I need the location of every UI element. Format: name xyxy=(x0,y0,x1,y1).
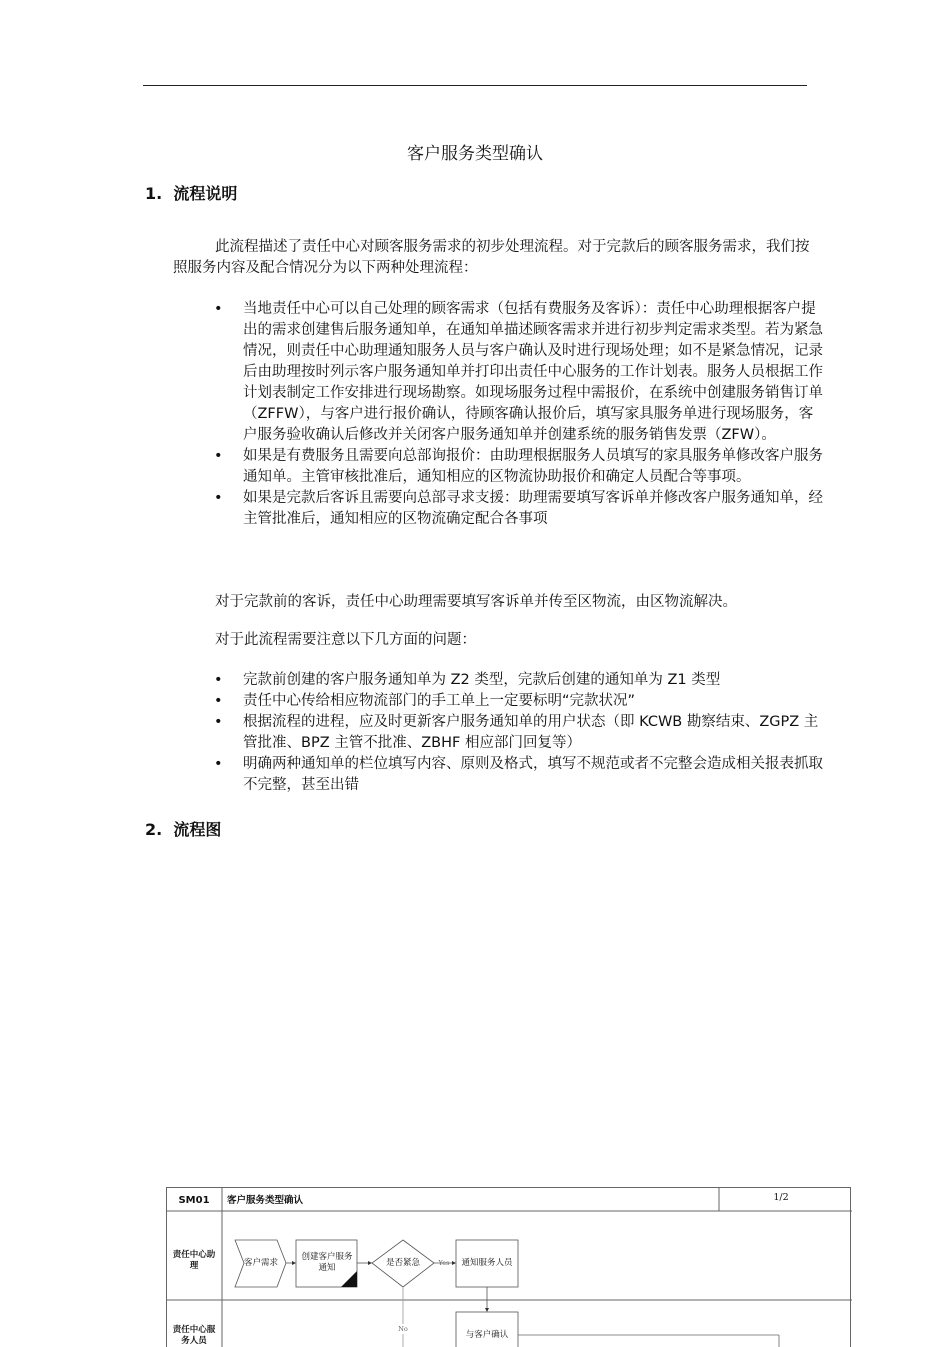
flowchart-page-number: 1/2 xyxy=(719,1192,843,1203)
arrowhead-icon xyxy=(368,1261,372,1265)
decision-node-label: 是否紧急 xyxy=(376,1258,430,1269)
list-item-text: 根据流程的进程，应及时更新客户服务通知单的用户状态（即 KCWB 勘察结束、ZGPZ 主管批准、BPZ 主管不批准、ZBHF 相应部门回复等） xyxy=(243,714,818,751)
list-item-text: 如果是有费服务且需要向总部询报价：由助理根据服务人员填写的家具服务单修改客户服务通知单。主管审核批准后，通知相应的区物流协助报价和确定人员配合等事项。 xyxy=(243,448,823,485)
bullet-icon: • xyxy=(214,670,223,691)
flowchart xyxy=(166,1187,852,1347)
prepayment-paragraph: 对于完款前的客诉，责任中心助理需要填写客诉单并传至区物流，由区物流解决。 xyxy=(215,592,825,613)
section-title: 流程图 xyxy=(173,820,221,839)
list-item-text: 当地责任中心可以自己处理的顾客需求（包括有费服务及客诉）：责任中心助理根据客户提出的需求创建售后服务通知单，在通知单描述顾客需求并进行初步判定需求类型。若为紧急情况，则责任中心助理通知服务人员与客户确认及时进行现场处理；如不是紧急情况，记录后由助理按时列示客户服务通知单并打印出责任中心服务的工作计划表。服务人员根据工作计划表制定工作安排进行现场勘察。如现场服务过程中需报价，在系统中创建服务销售订单（ZFFW），与客户进行报价确认，待顾客确认报价后，填写家具服务单进行现场服务，客户服务验收确认后修改并关闭客户服务通知单并创建系统的服务销售发票（ZFW）。 xyxy=(243,301,823,443)
bullet-icon: • xyxy=(214,299,223,320)
notes-list xyxy=(243,670,825,796)
list-item-text: 完款前创建的客户服务通知单为 Z2 类型，完款后创建的通知单为 Z1 类型 xyxy=(243,672,720,688)
process-type-list xyxy=(243,299,825,530)
list-item-text: 责任中心传给相应物流部门的手工单上一定要标明“完款状况” xyxy=(243,693,635,709)
section-number: 2. xyxy=(145,820,162,839)
bullet-icon: • xyxy=(214,712,223,733)
bullet-icon: • xyxy=(214,691,223,712)
list-item xyxy=(243,488,825,530)
start-node-label: 客户需求 xyxy=(240,1258,282,1269)
list-item xyxy=(243,670,825,691)
intro-paragraph: 此流程描述了责任中心对顾客服务需求的初步处理流程。对于完款后的顾客服务需求，我们按照服务内容及配合情况分为以下两种处理流程： xyxy=(173,237,823,279)
header-rule xyxy=(143,85,807,86)
bullet-icon: • xyxy=(214,488,223,509)
lane-label-service-staff: 责任中心服务人员 xyxy=(170,1325,218,1347)
lane-label-assistant: 责任中心助理 xyxy=(170,1250,218,1272)
section-heading-2 xyxy=(145,817,221,840)
list-item xyxy=(243,712,825,754)
bullet-icon: • xyxy=(214,446,223,467)
section-title: 流程说明 xyxy=(173,184,237,203)
section-heading-1 xyxy=(145,181,237,204)
list-item xyxy=(243,446,825,488)
flowchart-code: SM01 xyxy=(166,1195,222,1206)
list-item xyxy=(243,691,825,712)
list-item-text: 明确两种通知单的栏位填写内容、原则及格式，填写不规范或者不完整会造成相关报表抓取不完整，甚至出错 xyxy=(243,756,823,793)
list-item-text: 如果是完款后客诉且需要向总部寻求支援：助理需要填写客诉单并修改客户服务通知单，经主管批准后，通知相应的区物流确定配合各事项 xyxy=(243,490,823,527)
flowchart-title: 客户服务类型确认 xyxy=(227,1195,303,1206)
section-number: 1. xyxy=(145,184,162,203)
list-item xyxy=(243,754,825,796)
create-node-label: 创建客户服务通知 xyxy=(298,1252,356,1274)
list-item xyxy=(243,299,825,446)
edge-label-no: No xyxy=(394,1324,412,1335)
confirm-node-label: 与客户确认 xyxy=(456,1330,518,1341)
notify-node-label: 通知服务人员 xyxy=(456,1258,518,1269)
arrowhead-icon xyxy=(292,1261,296,1265)
arrowhead-icon xyxy=(485,1308,489,1312)
bullet-icon: • xyxy=(214,754,223,775)
edge-label-yes: Yes xyxy=(436,1258,452,1269)
notes-paragraph: 对于此流程需要注意以下几方面的问题： xyxy=(215,630,825,651)
document-title: 客户服务类型确认 xyxy=(0,139,950,164)
